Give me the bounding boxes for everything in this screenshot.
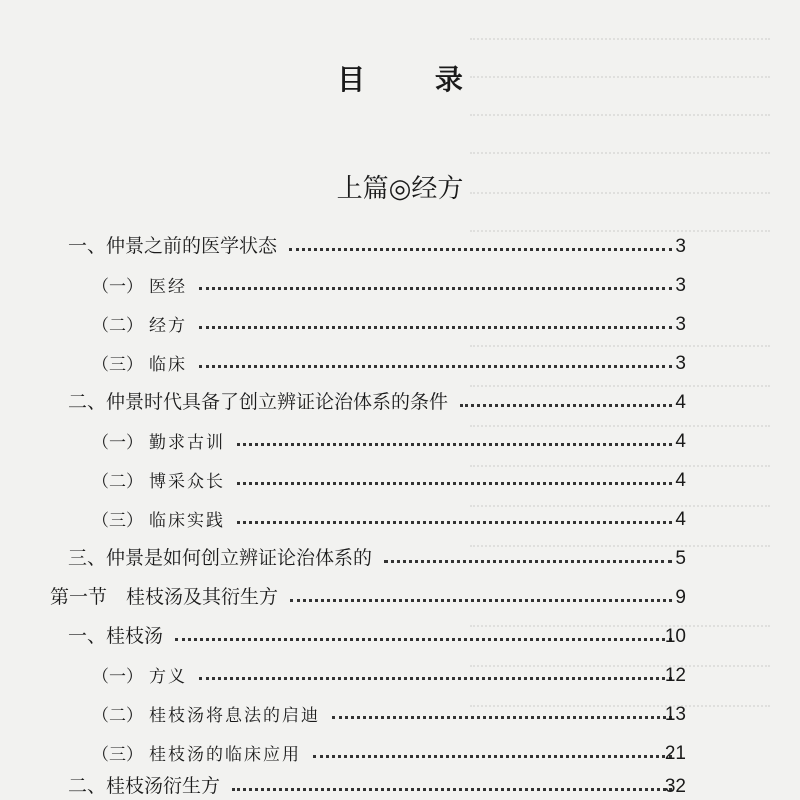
toc-entry[interactable] (0, 384, 686, 414)
toc-entry-number: （一） (92, 433, 143, 453)
toc-entry-label: 第一节 桂枝汤及其衍生方 (50, 586, 279, 608)
toc-entry[interactable] (0, 501, 686, 531)
toc-entry[interactable] (0, 345, 686, 375)
dot-leader (175, 638, 672, 641)
toc-entry-page: 3 (675, 314, 686, 335)
dot-leader (199, 677, 672, 680)
dot-leader (232, 788, 672, 791)
toc-entry[interactable] (0, 768, 686, 798)
toc-entry-page: 9 (675, 587, 686, 608)
toc-entry-page: 3 (675, 275, 686, 296)
toc-entry[interactable] (0, 462, 686, 492)
toc-entry-page: 13 (664, 704, 686, 725)
toc-entry-label: 勤求古训 (149, 433, 225, 453)
toc-entry-page: 5 (675, 548, 686, 569)
toc-entry-label: 桂枝汤将息法的启迪 (149, 706, 320, 726)
dot-leader (460, 404, 672, 407)
toc-entry-page: 3 (675, 353, 686, 374)
toc-entry-page: 4 (675, 392, 686, 413)
toc-entry-page: 4 (675, 509, 686, 530)
dot-leader (199, 287, 672, 290)
toc-entry-label: 医经 (149, 277, 187, 297)
dot-leader (199, 326, 672, 329)
toc-entry[interactable] (0, 696, 686, 726)
dot-leader (199, 365, 672, 368)
toc-entry-number: （二） (92, 706, 143, 726)
toc-entry-label: 二、仲景时代具备了创立辨证论治体系的条件 (68, 391, 449, 413)
toc-entry-number: （三） (92, 745, 143, 765)
toc-entry-number: （三） (92, 511, 143, 531)
toc-entry-label: 一、桂枝汤 (68, 625, 164, 647)
toc-entry-label: 博采众长 (149, 472, 225, 492)
dot-leader (237, 482, 672, 485)
page-title: 目 录 (337, 63, 493, 96)
toc-entry[interactable] (0, 228, 686, 258)
toc-entry-page: 32 (664, 776, 686, 797)
toc-entry-number: （三） (92, 355, 143, 375)
toc-entry-label: 临床 (149, 355, 187, 375)
toc-entry-label: 桂枝汤的临床应用 (149, 745, 301, 765)
toc-entry-label: 三、仲景是如何创立辨证论治体系的 (68, 547, 373, 569)
toc-entry-page: 12 (664, 665, 686, 686)
toc-entry-number: （一） (92, 277, 143, 297)
toc-entry[interactable] (0, 267, 686, 297)
toc-entry-label: 二、桂枝汤衍生方 (68, 775, 221, 797)
toc-entry[interactable] (0, 306, 686, 336)
toc-entry[interactable] (0, 657, 686, 687)
toc-entry[interactable] (0, 735, 686, 765)
toc-entry-label: 经方 (149, 316, 187, 336)
toc-entry-page: 3 (675, 236, 686, 257)
dot-leader (313, 755, 672, 758)
toc-entry-number: （二） (92, 316, 143, 336)
part-title: 上篇◎经方 (336, 174, 464, 204)
toc-entry-page: 4 (675, 431, 686, 452)
dot-leader (290, 599, 672, 602)
toc-entry-number: （二） (92, 472, 143, 492)
toc-entry-page: 21 (664, 743, 686, 764)
toc-entry[interactable] (0, 618, 686, 648)
toc-entry-label: 一、仲景之前的医学状态 (68, 235, 278, 257)
toc-entry-label: 临床实践 (149, 511, 225, 531)
toc-entry-label: 方义 (149, 667, 187, 687)
toc-entry-number: （一） (92, 667, 143, 687)
toc-entry-page: 10 (664, 626, 686, 647)
dot-leader (237, 443, 672, 446)
toc-section-entry[interactable] (0, 579, 686, 609)
dot-leader (332, 716, 672, 719)
dot-leader (237, 521, 672, 524)
toc-entry[interactable] (0, 540, 686, 570)
dot-leader (289, 248, 672, 251)
toc-entry-page: 4 (675, 470, 686, 491)
toc-entry[interactable] (0, 423, 686, 453)
dot-leader (384, 560, 672, 563)
